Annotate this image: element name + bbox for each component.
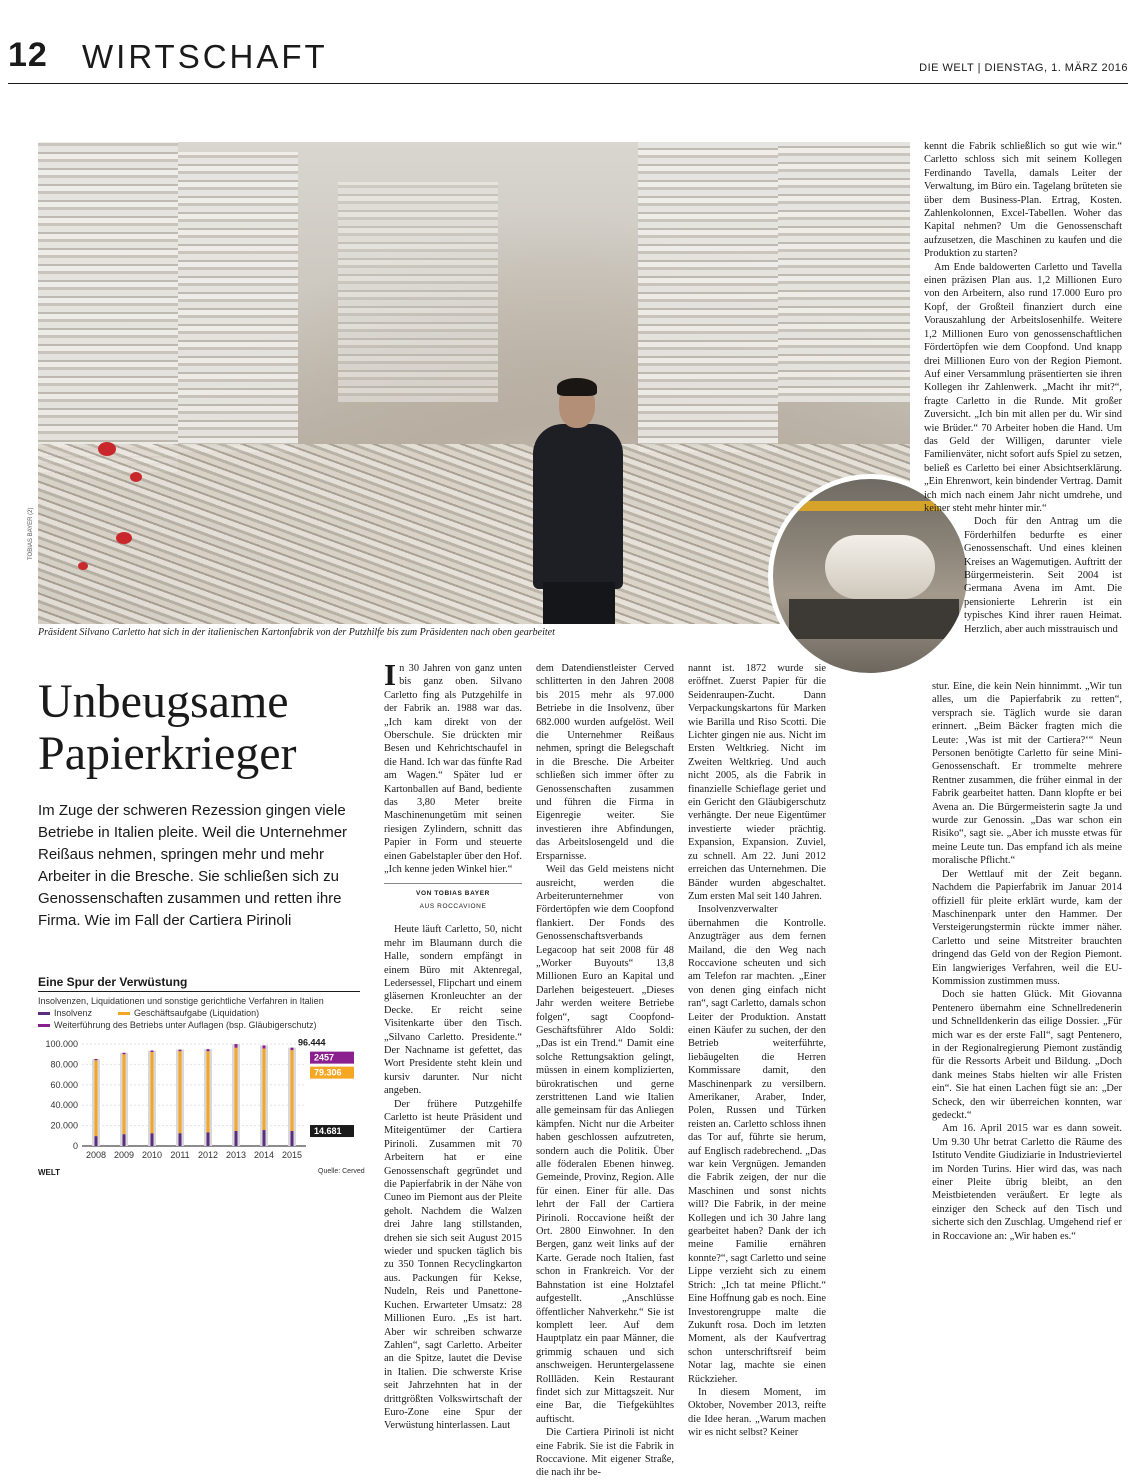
legend-label: Geschäftsaufgabe (Liquidation) (134, 1008, 260, 1018)
chart-title: Eine Spur der Verwüstung (38, 975, 188, 989)
bar-insolvenz (235, 1131, 238, 1146)
bar-insolvenz (151, 1133, 154, 1146)
paragraph: In diesem Moment, im Oktober, November 2013, reifte die Idee heran. „Warum machen wir es nicht selbst? Keiner (688, 1386, 826, 1439)
headline: Unbeugsame Papierkrieger (38, 675, 297, 780)
bar-insolvenz (95, 1136, 98, 1146)
bar-insolvenz (291, 1131, 294, 1146)
x-tick-label: 2013 (225, 1150, 247, 1160)
y-tick-label: 80.000 (50, 1059, 78, 1070)
article-column-4-bottom (932, 680, 1122, 1243)
legend-label: Weiterführung des Betriebs unter Auflagen (bsp. Gläubigerschutz) (54, 1020, 317, 1030)
section-title: WIRTSCHAFT (82, 38, 328, 75)
paragraph: Der frühere Putzgehilfe Carletto ist heute Präsident und Miteigentümer der Cartiera Pirinoli. Zusammen mit 70 Arbeitern hat er eine Genossenschaft gegründet und die Papierfabrik in der Nähe von Cuneo im Piemont aus der Pleite geholt. Nachdem die Walzen drei Jahre lang stillstanden, drehen sie sich seit August 2015 wieder und spucken täglich bis zu 350 Tonnen Recyclingkarton aus. Packungen für Kekse, Nudeln, Reis und Panettone-Kuchen. Erwarteter Umsatz: 28 Millionen Euro. „Es ist hart. Aber wir schreiben schwarze Zahlen“, sagt Carletto. Arbeiter an die Spitze, lautet die Devise in Italien. Die schwerste Krise seit Jahrzehnten hat in der drittgrößten Volkswirtschaft der Euro-Zone eine Spur der Verwüstung hinterlassen. Laut (384, 1098, 522, 1432)
bar-liquidation (95, 1060, 98, 1136)
article-column-3 (688, 662, 826, 1440)
bar-liquidation (263, 1048, 266, 1130)
photo-caption: Präsident Silvano Carletto hat sich in der italienischen Kartonfabrik von der Putzhilfe bis zum Präsidenten nach oben gearbeitet (38, 627, 555, 638)
lead-text: Im Zuge der schweren Rezession gingen viele Betriebe in Italien pleite. Weil die Unternehmer Reißaus nehmen, springen mehr und mehr Arbeiter in die Bresche. Sie schließen sich zu Genossenschaften zusammen und retten ihre Firma. Wie im Fall der Cartiera Pirinoli (38, 802, 348, 929)
paragraph: Die Cartiera Pirinoli ist nicht eine Fabrik. Sie ist die Fabrik in Roccavione. Mit eigener Straße, die nach ihr be- (536, 1427, 674, 1479)
legend-swatch (38, 1012, 50, 1015)
article-column-1 (384, 657, 522, 1433)
bar-liquidation (207, 1051, 210, 1132)
byline: VON TOBIAS BAYER (416, 889, 490, 897)
bar-weiterfuehrung (151, 1051, 154, 1052)
legend-insolvenz (38, 1008, 92, 1018)
masthead-date: DIE WELT | DIENSTAG, 1. MÄRZ 2016 (919, 62, 1128, 74)
data-label-insolvenz: 14.681 (314, 1126, 342, 1137)
y-tick-label: 60.000 (50, 1079, 78, 1090)
bar-insolvenz (179, 1133, 182, 1146)
header-rule (8, 83, 1128, 84)
legend-swatch (38, 1024, 50, 1027)
chart-subtitle: Insolvenzen, Liquidationen und sonstige gerichtliche Verfahren in Italien (38, 996, 324, 1006)
paragraph: stur. Eine, die kein Nein hinnimmt. „Wir tun alles, um die Papierfabrik zu retten“, versprach sie. Täglich wurde sie daran erinnert. „Beim Bäcker fragten mich die Leute: ‚Was ist mit der Cartiera?‘“ Neun Personen benötigte Carletto für seine Mini-Genossenschaft. Er trommelte mehrere Rentner zusammen, die früher einmal in der Fabrik gearbeitet hatten. Dann klopfte er bei Avena an. Die Bürgermeisterin sagte Ja und wurde zur Genossin. „Das war schon ein Risiko“, sagt sie. „Aber ich musste etwas für meine Leute tun. Das empfand ich als meine moralische Pflicht.“ (932, 681, 1122, 867)
chart-plot (38, 1038, 360, 1166)
paragraph: nannt ist. 1872 wurde sie eröffnet. Zuerst Papier für die Seidenraupen-Zucht. Dann Verpackungskartons für Marken wie Barilla und Riso Scotti. Die Lichter gingen nie aus. Nicht im Ersten Weltkrieg. Nicht im Zweiten Weltkrieg. Und auch nicht 2005, als die Fabrik in finanzielle Schieflage geriet und ein Gericht den Gläubigerschutz verhängte. Der neue Eigentümer investierte wieder prächtig. Expansion, Expansion. Zuviel, zu schnell. Am 22. Juni 2012 erreichen das Unternehmen. Die Bänder wurden abgeschaltet. Zum ersten Mal seit 140 Jahren. (688, 663, 826, 902)
byline-place: AUS ROCCAVIONE (419, 902, 487, 910)
bar-insolvenz (207, 1132, 210, 1146)
dropcap: I (384, 657, 397, 692)
y-tick-label: 20.000 (50, 1120, 78, 1131)
paragraph: n 30 Jahren von ganz unten bis ganz oben. Silvano Carletto fing als Putzgehilfe in der Fabrik an. 1988 war das. „Ich kam direkt von der Oberschule. Sie drückten mir Besen und Kehrichtschaufel in die Hand. Ich war das fünfte Rad am Wagen.“ Später lud er Kartonballen auf Band, bediente das 3,80 Meter breite Maschinenungetüm mit seinen riesigen Zylindern, schnitt das Papier in Form und steuerte einen Gabelstapler über den Hof. „Ich kenne jeden Winkel hier.“ (384, 663, 522, 876)
bar-liquidation (179, 1051, 182, 1133)
paragraph: Weil das Geld meistens nicht ausreicht, werden die Arbeiterunternehmer von Fördertöpfen wie dem Coopfond flankiert. Der Fonds des Genossenschaftsverbands Legacoop hat seit 2008 für 48 „Worker Buyouts“ 13,8 Millionen Euro an Kapital und Darlehen beigesteuert. „Dieses Jahr werden weitere Betriebe folgen“, sagt Coopfond-Geschäftsführer Aldo Soldi: „Das ist ein Trend.“ Damit eine solche Rettungsaktion gelingt, müssen in einem komplizierten, bürokratischen und gerne zerstrittenen Land wie Italien alle gemeinsam für das Anliegen kämpfen. Nicht nur die Arbeiter haben geschlossen aufzutreten, sondern auch die Politik. Über alle föderalen Ebenen hinweg. Gemeinde, Provinz, Region. Alle für einen. Einer für alle. Das lehrt der Fall der Cartiera Pirinoli. Roccavione heißt der Ort. 2800 Einwohner. In den Bergen, ganz weit links auf der Karte. Gerade noch Italien, fast schon in Frankreich. Vor der Bahnstation ist eine Holztafel aufgestellt. „Anschlüsse öffentlicher Nahverkehr.“ Sie ist komplett leer. Auf dem Hauptplatz ein paar Männer, die grimmig schauen und sich anschweigen. Heruntergelassene Rollläden. Kein Restaurant findet sich zur Mittagszeit. Nur eine Bar, die Tiefgekühltes auftischt. (536, 864, 674, 1425)
paragraph: Insolvenzverwalter übernahmen die Kontrolle. Anzugträger aus dem fernen Mailand, die den Weg nach Roccavione scheuten und sich am Telefon rar machten. „Einer von denen ging einfach nicht ran“, sagt Carletto, damals schon Leiter der Produktion. Anstatt einen Käufer zu suchen, der den Betrieb weiterführte, liebäugelten die Herren Kommissare damit, den Maschinenpark zu versilbern. Amerikaner, Araber, Inder, Polen, Russen und Türken reisten an. Carletto schloss ihnen das Tor auf, führte sie herum, auf Englisch radebrechend. „Das war kein Vergnügen. Jemanden die Fabrik zeigen, der nur die Maschinen und sonst nichts will? Die Fabrik, in der meine Kollegen und ich 30 Jahre lang gearbeitet haben? Dank der ich meine Familie ernähren konnte?“, sagt Carletto und seine Lippe verzieht sich zu einem Strich: „Ich tat meine Pflicht.“ Eine Hoffnung gab es noch. Eine Investorengruppe malte die Zukunft rosa. Doch im letzten Moment, als der Kaufvertrag schon unterschriftsreif beim Notar lag, machte sie einen Rückzieher. (688, 904, 826, 1385)
bar-insolvenz (123, 1134, 126, 1146)
bar-insolvenz (263, 1130, 266, 1146)
data-label-weiterfuehrung: 2457 (314, 1052, 335, 1063)
paragraph: Am 16. April 2015 war es dann soweit. Um 9.30 Uhr betrat Carletto die Räume des Istituto Vendite Giudiziarie in Industrieviertel im Norden Turins. Hier wird das, was nach einer Pleite übrig bleibt, an den Meistbietenden veräußert. Er legte als einziger den Scheck auf den Tisch und sicherte sich den Zuschlag. Umgehend rief er in Roccavione an: „Wir haben es.“ (932, 1123, 1122, 1242)
bar-weiterfuehrung (235, 1044, 238, 1048)
paragraph: Heute läuft Carletto, 50, nicht mehr im Blaumann durch die Halle, sondern empfängt in einem Büro mit Aktenregal, Ledersessel, Flipchart und einem gläsernen Kronleuchter an der Decke. Er reicht seine Visitenkarte über den Tisch. „Silvano Carletto. Presidente.“ Der Nachname ist gefettet, das Wort Presidente steht klein und kursiv darunter. Nur nicht angeben. (384, 924, 522, 1097)
y-tick-label: 100.000 (45, 1039, 78, 1049)
bar-weiterfuehrung (291, 1048, 294, 1051)
x-tick-label: 2009 (113, 1150, 135, 1160)
paragraph: Der Wettlauf mit der Zeit begann. Nachdem die Papierfabrik im Januar 2014 offiziell für pleite erklärt wurde, kam der Maschinenpark unter den Hammer. Der Versteigerungstermin rückte immer näher. Carletto und seine Mitstreiter brauchten dringend das Geld von der Region Piemont. Ein langwieriges Verfahren, weil die EU-Kommission zustimmen muss. (932, 868, 1122, 987)
bar-liquidation (123, 1054, 126, 1134)
bar-liquidation (151, 1052, 154, 1133)
legend-weiterfuehrung (38, 1020, 316, 1030)
x-tick-label: 2014 (253, 1150, 275, 1160)
bar-weiterfuehrung (207, 1049, 210, 1051)
article-column-4-top (924, 140, 1122, 636)
bar-weiterfuehrung (179, 1050, 182, 1052)
legend-swatch (118, 1012, 130, 1015)
x-tick-label: 2011 (170, 1150, 190, 1160)
article-column-2 (536, 662, 674, 1480)
x-tick-label: 2012 (197, 1150, 219, 1160)
y-tick-label: 40.000 (50, 1100, 78, 1111)
byline-box (384, 883, 522, 914)
x-tick-label: 2008 (85, 1150, 107, 1160)
data-label-total: 96.444 (298, 1038, 326, 1048)
bar-liquidation (235, 1048, 238, 1131)
chart-source: Quelle: Cerved (318, 1168, 365, 1175)
chart-rule (38, 991, 360, 992)
photo-credit: TOBIAS BAYER (2) (28, 507, 34, 560)
bar-weiterfuehrung (95, 1059, 98, 1060)
y-tick-label: 0 (72, 1141, 78, 1151)
legend-liquidation (118, 1008, 259, 1018)
welt-logo: WELT (38, 1168, 61, 1177)
data-label-liquidation: 79.306 (314, 1067, 342, 1078)
x-tick-label: 2015 (281, 1150, 303, 1160)
page-number: 12 (8, 36, 48, 74)
paragraph: kennt die Fabrik schließlich so gut wie wir.“ Carletto schloss sich mit seinem Kollegen Ferdinando Tavella, damals Leiter der Verwaltung, im Büro ein. Tagelang brüteten sie über dem Business-Plan. Ertrag, Kosten. Zahlenkolonnen, Excel-Tabellen. Woher das Kapital nehmen? Um die Genossenschaft aufzusetzen, die Maschinen zu kaufen und die Produktion zu starten? (924, 141, 1122, 260)
bar-liquidation (291, 1050, 294, 1131)
legend-label: Insolvenz (54, 1008, 93, 1018)
paragraph: dem Datendienstleister Cerved schlitterten in den Jahren 2008 bis 2015 mehr als 97.000 Betriebe in die Insolvenz, über 682.000 wurden aufgelöst. Weil die Unternehmer Reißaus nehmen, springt die Belegschaft in die Bresche. Die Arbeiter schließen sich immer öfter zu Genossenschaften zusammen und führen die Firma in Eigenregie weiter. Sie investieren ihre Abfindungen, das Arbeitslosengeld und die Ersparnisse. (536, 663, 674, 862)
bar-weiterfuehrung (263, 1045, 266, 1048)
bar-weiterfuehrung (123, 1053, 126, 1054)
paragraph: Doch sie hatten Glück. Mit Giovanna Pentenero übernahm eine Schnellredenerin und Schnelldenkerin das eilige Dossier. „Für mich war es der erste Fall“, sagt Pentenero, in der Regionalregierung Piemont zuständig für die Ressorts Arbeit und Bildung. „Doch dank meines Stabs hielten wir alle Fristen ein“. Sie hat einen Lachen fügt sie an: „Der Scheck, den wir überreichen konnten, war gedeckt.“ (932, 989, 1122, 1121)
x-tick-label: 2010 (141, 1150, 163, 1160)
paragraph: Am Ende baldowerten Carletto und Tavella einen präzisen Plan aus. 1,2 Millionen Euro von den Arbeitern, also rund 17.000 Euro pro Kopf, der Großteil finanziert durch eine Vorauszahlung der Arbeitslosenhilfe. Weitere 1,2 Millionen Euro von genossenschaftlichen Fördertöpfen wie dem Coopfond. Und knapp drei Millionen Euro von der Region Piemont. Auf einer Versammlung präsentierten sie ihren Kollegen ihr Zahlenwerk. „Macht ihr mit?“, fragte Carletto in die Runde. Mit großer Zuversicht. „Ich bin mit allen per du. Wir sind wie Brüder.“ 70 Arbeiter hoben die Hand. Um das Geld der Willigen, darunter viele Familienväter, nicht sofort aufs Spiel zu setzen, beließ es Carletto bei einer Absichtserklärung. „Ein Ehrenwort, kein bindender Vertrag. Damit ich mich nach einem Jahr nicht umdrehe, und keiner steht mehr hinter mir.“ (924, 261, 1122, 514)
paragraph: Doch für den Antrag um die Förderhilfen bedurfte es einer Genossenschaft. Und eines kleinen Kreises an Wagemutigen. Auftritt der Bürgermeisterin. Seit 2004 ist Germana Avena im Amt. Die pensionierte Lehrerin ist ein typisches Kind ihrer rauen Heimat. Herzlich, aber auch misstrauisch und (964, 516, 1122, 635)
